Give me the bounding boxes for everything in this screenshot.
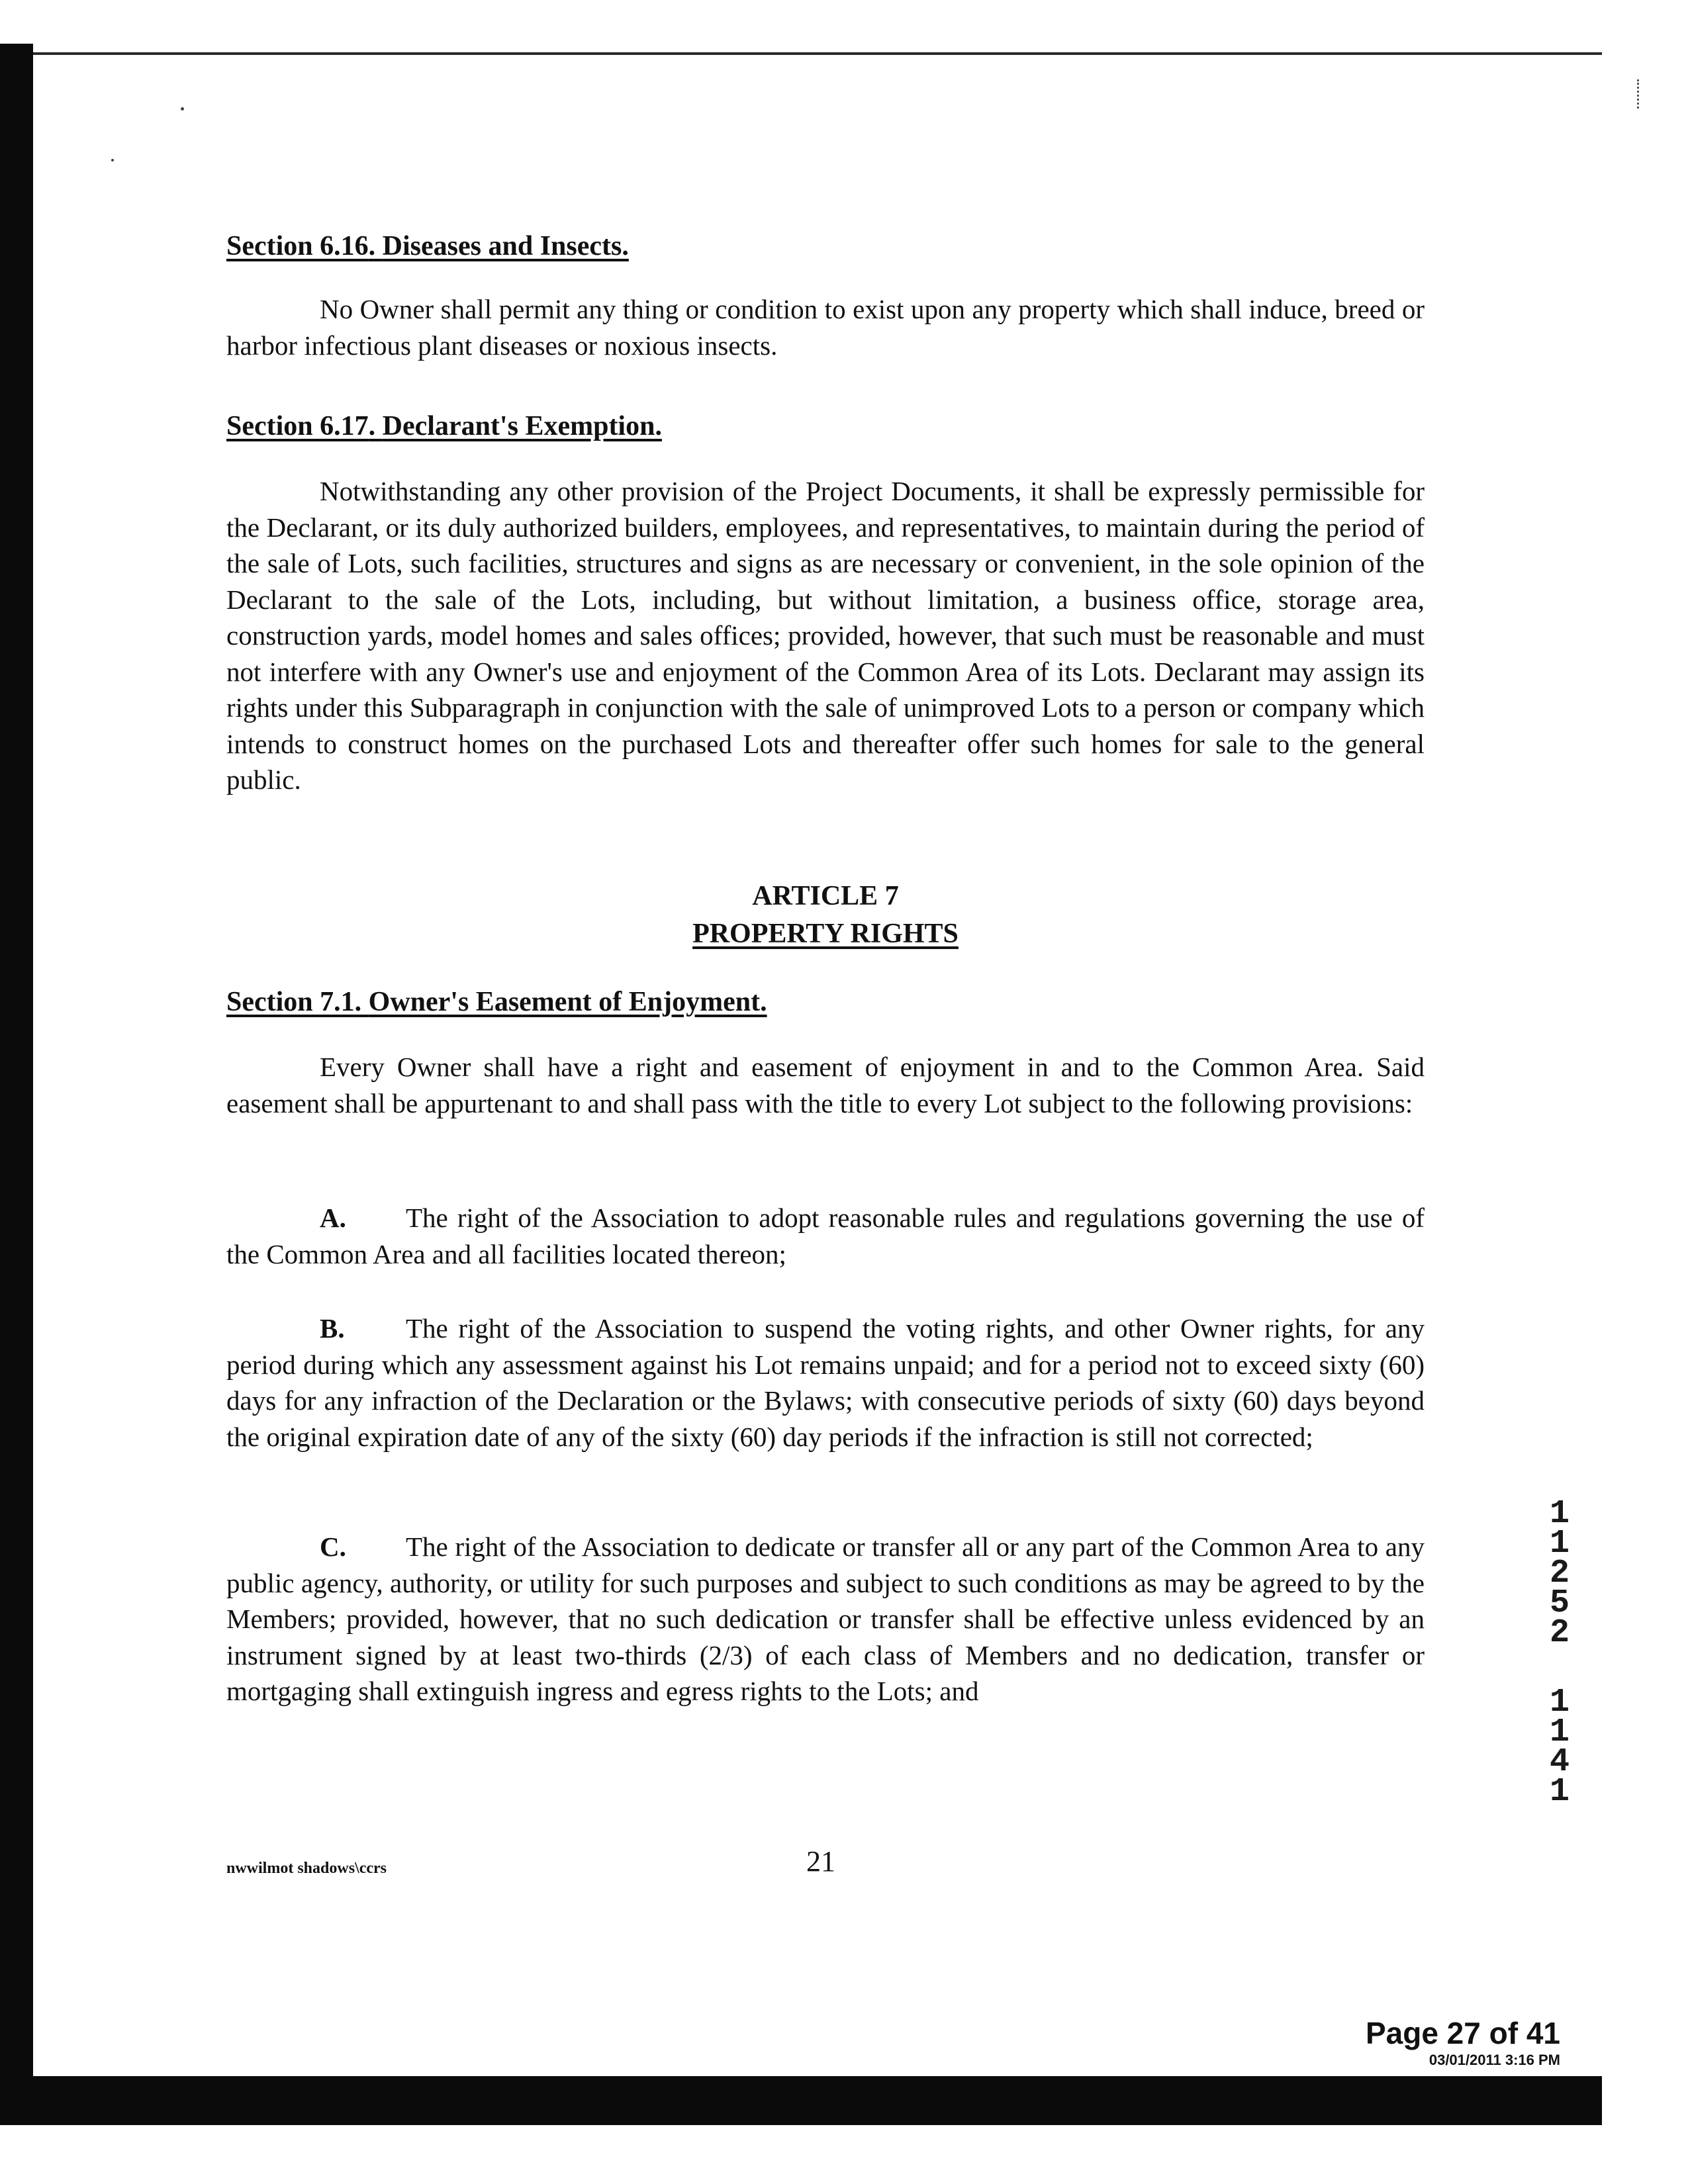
item-letter: B. [320, 1313, 345, 1343]
stamp-digit: 2 [1549, 1555, 1570, 1592]
stamp-digit: 1 [1549, 1773, 1570, 1811]
stamp-digit: 2 [1549, 1614, 1570, 1652]
scan-border-bottom [33, 2076, 1602, 2125]
recording-page-number [1541, 1684, 1578, 1811]
item-letter: C. [320, 1531, 346, 1562]
scan-speck [111, 159, 114, 161]
section-7-1-body: Every Owner shall have a right and easement of enjoyment in and to the Common Area. Said easement shall be appurtenant to and shall pass with the title to every Lot subject to the following provisions: [226, 1052, 1425, 1118]
scan-mark [1637, 79, 1642, 109]
section-number: Section 6.16 [226, 231, 369, 261]
section-7-1-heading: Section 7.1. Owner's Easement of Enjoyment. [226, 987, 767, 1017]
item-letter: A. [320, 1203, 346, 1233]
section-6-17-heading: Section 6.17. Declarant's Exemption. [226, 411, 662, 441]
item-text: The right of the Association to dedicate or transfer all or any part of the Common Area to any public agency, authority, or utility for such purposes and subject to such conditions as may be agreed to by the Members; provided, however, that no such dedication or transfer shall be effective unless evidenced by an instrument signed by at least two-thirds (2/3) of each class of Members and no dedication, transfer or mortgaging shall extinguish ingress and egress rights to the Lots; and [226, 1531, 1425, 1706]
article-title-wrap [226, 918, 1425, 950]
section-6-16-body: No Owner shall permit any thing or condition to exist upon any property which shall induce, breed or harbor infectious plant diseases or noxious insects. [226, 294, 1425, 361]
recording-timestamp: 03/01/2011 3:16 PM [1429, 2052, 1560, 2068]
stamp-digit: 1 [1549, 1525, 1570, 1563]
section-number: Section 6.17 [226, 411, 369, 441]
article-title: PROPERTY RIGHTS [692, 919, 959, 949]
scan-speck [181, 107, 184, 111]
stamp-digit: 1 [1549, 1684, 1570, 1721]
scan-border-top [33, 52, 1602, 55]
stamp-digit: 1 [1549, 1713, 1570, 1751]
list-item [226, 1310, 1425, 1455]
list-item [226, 1529, 1425, 1709]
section-6-16-heading: Section 6.16. Diseases and Insects. [226, 231, 629, 261]
section-6-17-body: Notwithstanding any other provision of the Project Documents, it shall be expressly permissible for the Declarant, or its duly authorized builders, employees, and representatives, to maintain during the period of the sale of Lots, such facilities, structures and signs as are necessary or convenient, in the sole opinion of the Declarant to the sale of the Lots, including, but without limitation, a business office, storage area, construction yards, model homes and sales offices; provided, however, that such must be reasonable and must not interfere with any Owner's use and enjoyment of the Common Area of its Lots. Declarant may assign its rights under this Subparagraph in conjunction with the sale of unimproved Lots to a person or company which intends to construct homes on the purchased Lots and thereafter offer such homes for sale to the general public. [226, 476, 1425, 795]
page-number: 21 [806, 1845, 835, 1878]
scan-border-left [0, 44, 33, 2125]
stamp-digit: 1 [1549, 1495, 1570, 1533]
file-path: nwwilmot shadows\ccrs [226, 1860, 387, 1877]
stamp-digit: 4 [1549, 1743, 1570, 1781]
section-number: Section 7.1 [226, 987, 355, 1017]
article-number: ARTICLE 7 [752, 881, 899, 911]
page-count: Page 27 of 41 [1365, 2016, 1560, 2050]
item-text: The right of the Association to suspend the voting rights, and other Owner rights, for any period during which any assessment against his Lot remains unpaid; and for a period not to exceed sixty (60) days for any infraction of the Declaration or the Bylaws; with consecutive periods of sixty (60) days beyond the original expiration date of any of the sixty (60) day periods if the infraction is still not corrected; [226, 1313, 1425, 1452]
item-text: The right of the Association to adopt reasonable rules and regulations governing the use of the Common Area and all facilities located thereon; [226, 1203, 1425, 1269]
section-title: Diseases and Insects. [382, 231, 629, 261]
list-item [226, 1200, 1425, 1272]
recording-book-number [1541, 1495, 1578, 1652]
section-title: Owner's Easement of Enjoyment. [368, 987, 767, 1017]
section-title: Declarant's Exemption. [382, 411, 662, 441]
stamp-digit: 5 [1549, 1584, 1570, 1622]
